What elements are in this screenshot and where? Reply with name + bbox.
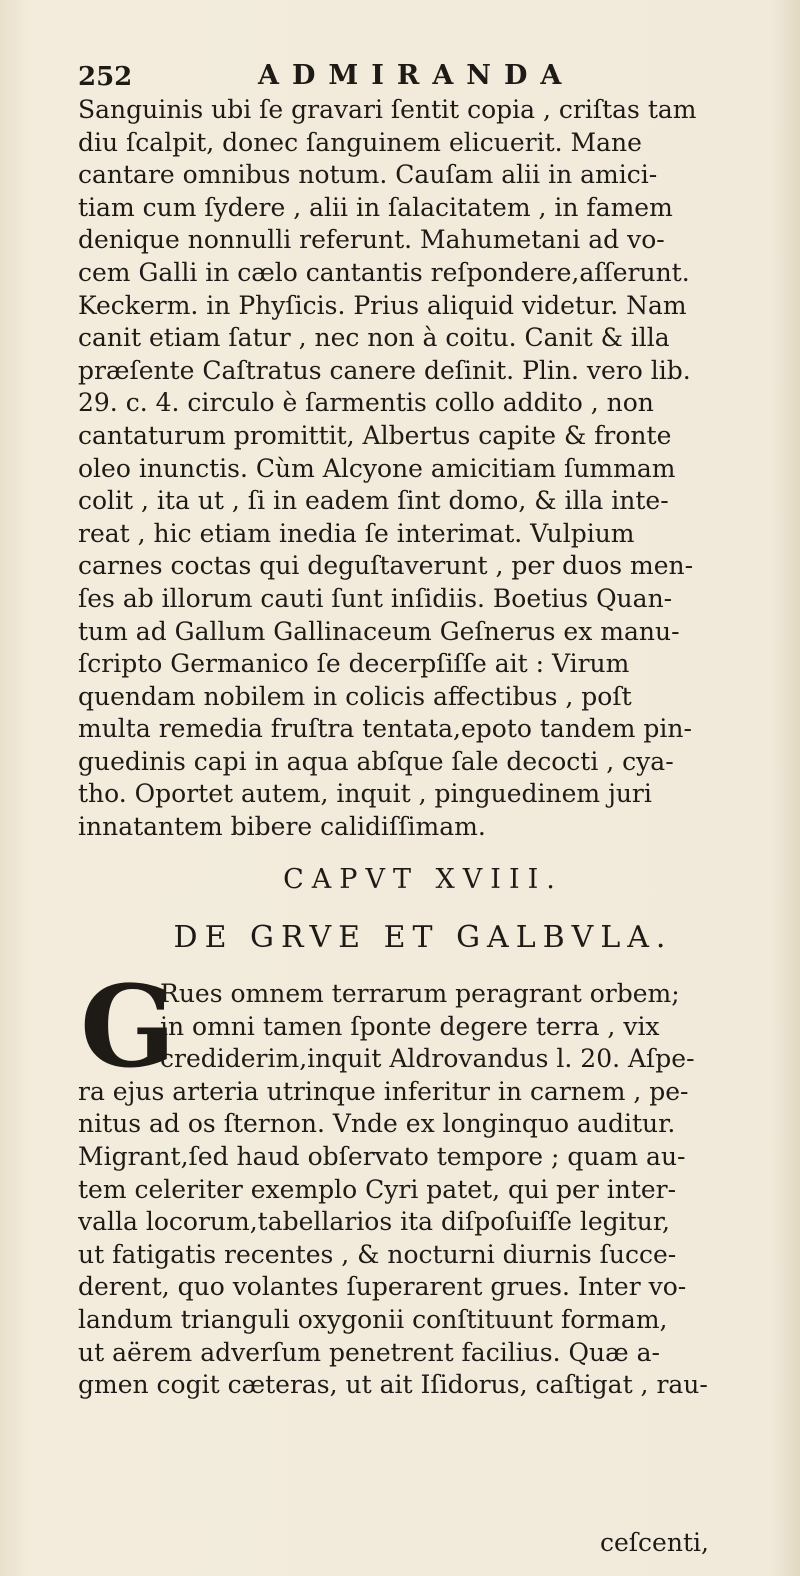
text-line: reat , hic etiam inedia ſe interimat. Vulpium	[78, 518, 635, 548]
text-line: denique nonnulli referunt. Mahumetani ad vo-	[78, 225, 665, 255]
text-line: tem celeriter exemplo Cyri patet, qui per inter-	[78, 1174, 677, 1204]
text-line: cem Galli in cælo cantantis reſpondere,aſſerunt.	[78, 257, 690, 287]
text-line: guedinis capi in aqua abſque ſale decocti , cya-	[78, 746, 674, 776]
text-line: tiam cum ſydere , alii in ſalacitatem , in famem	[78, 192, 673, 222]
catchword: ceſcenti,	[600, 1528, 709, 1557]
text-line: in omni tamen ſponte degere terra , vix	[160, 1011, 660, 1041]
text-line: oleo inunctis. Cùm Alcyone amicitiam ſummam	[78, 453, 676, 483]
text-line: derent, quo volantes ſuperarent grues. Inter vo-	[78, 1272, 687, 1302]
text-line: ſcripto Germanico ſe decerpſiſſe ait : Virum	[78, 649, 630, 679]
drop-cap: G	[80, 962, 176, 1093]
text-line: nitus ad os ſternon. Vnde ex longinquo auditur.	[78, 1109, 676, 1139]
text-line: ut fatigatis recentes , & nocturni diurnis ſucce-	[78, 1239, 677, 1269]
text-line: cantaturum promittit, Albertus capite & fronte	[78, 420, 672, 450]
text-line: præſente Caſtratus canere deſinit. Plin. vero lib.	[78, 355, 691, 385]
text-line: Keckerm. in Phyſicis. Prius aliquid videtur. Nam	[78, 290, 687, 320]
text-line: quendam nobilem in colicis affectibus , poſt	[78, 681, 632, 711]
text-line: cantare omnibus notum. Cauſam alii in amici-	[78, 160, 658, 190]
text-line: Migrant,ſed haud obſervato tempore ; quam au-	[78, 1141, 686, 1171]
text-line: Sanguinis ubi ſe gravari ſentit copia , criſtas tam	[78, 95, 697, 124]
text-line: diu ſcalpit, donec ſanguinem elicuerit. Mane	[78, 127, 642, 157]
text-line: ſes ab illorum cauti ſunt inſidiis. Boetius Quan-	[78, 583, 673, 613]
text-line: carnes coctas qui deguſtaverunt , per duos men-	[78, 551, 694, 581]
text-line: multa remedia fruſtra tentata,epoto tandem pin-	[78, 714, 692, 744]
chapter-subtitle: DE GRVE ET GALBVLA.	[173, 920, 673, 955]
text-line: ut aërem adverſum penetrent facilius. Quæ a-	[78, 1337, 660, 1367]
text-line: innatantem bibere calidiſſimam.	[78, 812, 486, 842]
text-line: colit , ita ut , ſi in eadem ſint domo, & illa inte-	[78, 486, 669, 516]
text-line: Rues omnem terrarum peragrant orbem;	[160, 979, 680, 1008]
paragraph-1	[78, 94, 768, 844]
page-number: 252	[78, 62, 133, 92]
text-line: 29. c. 4. circulo è ſarmentis collo addito , non	[78, 388, 654, 418]
paragraph-2	[78, 962, 768, 1402]
text-line: tum ad Gallum Gallinaceum Geſnerus ex manu-	[78, 616, 680, 646]
text-line: canit etiam ſatur , nec non à coitu. Canit & illa	[78, 323, 670, 353]
text-line: valla locorum,tabellarios ita diſpoſuiſſe legitur,	[78, 1207, 670, 1237]
chapter-title: CAPVT XVIII.	[283, 864, 563, 895]
running-head: ADMIRANDA	[258, 60, 575, 91]
text-line: gmen cogit cæteras, ut ait Iſidorus, caſtigat , rau-	[78, 1370, 708, 1400]
text-line: ra ejus arteria utrinque inferitur in carnem , pe-	[78, 1076, 689, 1106]
text-line: tho. Oportet autem, inquit , pinguedinem juri	[78, 779, 652, 809]
text-line: landum trianguli oxygonii conſtituunt formam,	[78, 1304, 668, 1334]
text-line: crediderim,inquit Aldrovandus l. 20. Aſpe-	[160, 1044, 695, 1074]
